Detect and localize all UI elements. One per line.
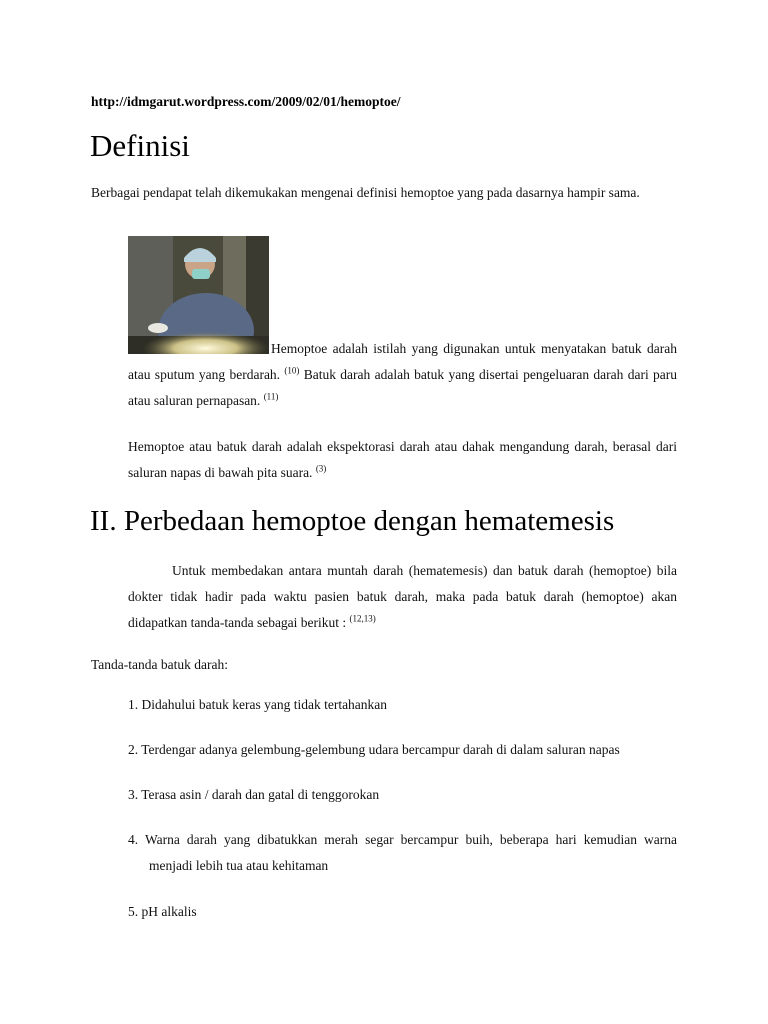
intro-paragraph: Berbagai pendapat telah dikemukakan mengenai definisi hemoptoe yang pada dasarnya hampir sama. bbox=[91, 185, 640, 200]
signs-label: Tanda-tanda batuk darah: bbox=[91, 657, 228, 672]
reference-3: (3) bbox=[315, 463, 327, 474]
source-url[interactable]: http://idmgarut.wordpress.com/2009/02/01/hemoptoe/ bbox=[91, 94, 401, 109]
reference-10: (10) bbox=[284, 365, 300, 376]
list-item: 3. Terasa asin / darah dan gatal di tenggorokan bbox=[128, 787, 380, 802]
definition-text-a: Hemoptoe adalah istilah yang digunakan untuk menyatakan batuk darah atau sputum yang berdarah. bbox=[128, 341, 677, 382]
difference-paragraph bbox=[128, 558, 677, 636]
reference-12-13: (12,13) bbox=[349, 613, 376, 624]
list-item: 4. Warna darah yang dibatukkan merah segar bercampur buih, beberapa hari kemudian warna menjadi lebih tua atau kehitaman bbox=[128, 832, 677, 873]
definition-text-b: Batuk darah adalah batuk yang disertai pengeluaran darah dari paru atau saluran pernapasan. bbox=[128, 367, 678, 408]
list-item: 5. pH alkalis bbox=[128, 904, 197, 919]
list-item: 2. Terdengar adanya gelembung-gelembung udara bercampur darah di dalam saluran napas bbox=[128, 742, 620, 757]
section-title-definisi: Definisi bbox=[90, 128, 190, 163]
definition-paragraph-1 bbox=[128, 336, 677, 414]
definition-paragraph-2 bbox=[128, 434, 677, 486]
list-item: 1. Didahului batuk keras yang tidak tertahankan bbox=[128, 697, 388, 712]
definition-text-c: Hemoptoe atau batuk darah adalah ekspektorasi darah atau dahak mengandung darah, berasal dari saluran napas di bawah pita suara. bbox=[128, 439, 677, 480]
reference-11: (11) bbox=[263, 391, 279, 402]
difference-text: Untuk membedakan antara muntah darah (hematemesis) dan batuk darah (hemoptoe) bila dokter tidak hadir pada waktu pasien batuk darah, maka pada batuk darah (hemoptoe) akan didapatkan tanda-tanda sebagai berikut : bbox=[128, 563, 677, 630]
section-title-perbedaan: II. Perbedaan hemoptoe dengan hematemesis bbox=[90, 505, 615, 537]
